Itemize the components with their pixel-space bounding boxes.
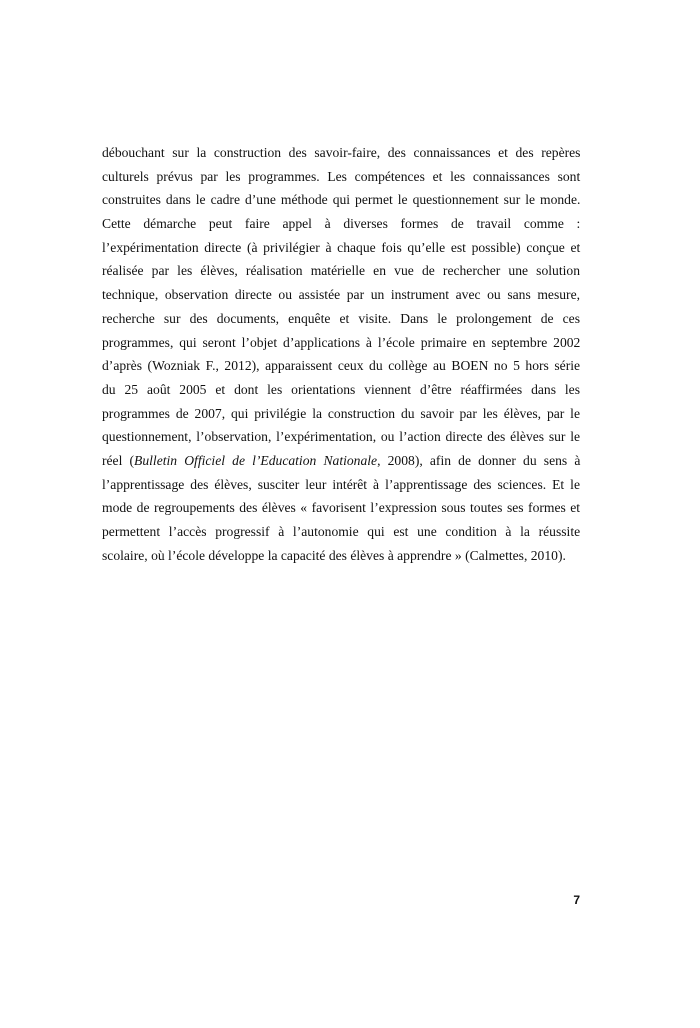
text-line: programmes, qui seront l’objet d’applications à l’école primaire en septembre 2002 bbox=[102, 334, 581, 350]
body-paragraph bbox=[102, 141, 580, 567]
text-line: construites dans le cadre d’une méthode qui permet le questionnement sur le monde. bbox=[102, 192, 581, 208]
text-line: l’expérimentation directe (à privilégier à chaque fois qu’elle est possible) conçue et bbox=[102, 239, 581, 255]
text-line: d’après (Wozniak F., 2012), apparaissent ceux du collège au BOEN no 5 hors série bbox=[102, 358, 581, 374]
page-number: 7 bbox=[573, 893, 580, 907]
text-line: mode de regroupements des élèves « favorisent l’expression sous toutes ses formes et bbox=[102, 500, 581, 516]
text-line: programmes de 2007, qui privilégie la construction du savoir par les élèves, par le bbox=[102, 405, 580, 421]
text-line: Cette démarche peut faire appel à diverses formes de travail comme : bbox=[102, 216, 581, 232]
italic-citation-title: Bulletin Officiel de l’Education Nationale bbox=[134, 452, 378, 468]
text-line-with-citation bbox=[102, 449, 580, 473]
text-line: culturels prévus par les programmes. Les compétences et les connaissances sont bbox=[102, 168, 581, 184]
text-line: débouchant sur la construction des savoir-faire, des connaissances et des repères bbox=[102, 145, 581, 160]
text-segment: réel ( bbox=[102, 452, 135, 468]
text-line: du 25 août 2005 et dont les orientations viennent d’être réaffirmées dans les bbox=[102, 381, 580, 397]
text-line: technique, observation directe ou assistée par un instrument avec ou sans mesure, bbox=[102, 287, 580, 303]
text-line: scolaire, où l’école développe la capacité des élèves à apprendre » (Calmettes, 2010). bbox=[102, 547, 566, 563]
text-line: permettent l’accès progressif à l’autonomie qui est une condition à la réussite bbox=[102, 524, 581, 539]
text-segment: , 2008), afin de donner du sens à bbox=[377, 452, 581, 468]
text-line: réalisée par les élèves, réalisation matérielle en vue de rechercher une solution bbox=[102, 263, 580, 279]
text-line: l’apprentissage des élèves, susciter leur intérêt à l’apprentissage des sciences. Et le bbox=[102, 476, 580, 492]
text-line: questionnement, l’observation, l’expérimentation, ou l’action directe des élèves sur le bbox=[102, 429, 580, 445]
text-line: recherche sur des documents, enquête et visite. Dans le prolongement de ces bbox=[102, 310, 580, 326]
